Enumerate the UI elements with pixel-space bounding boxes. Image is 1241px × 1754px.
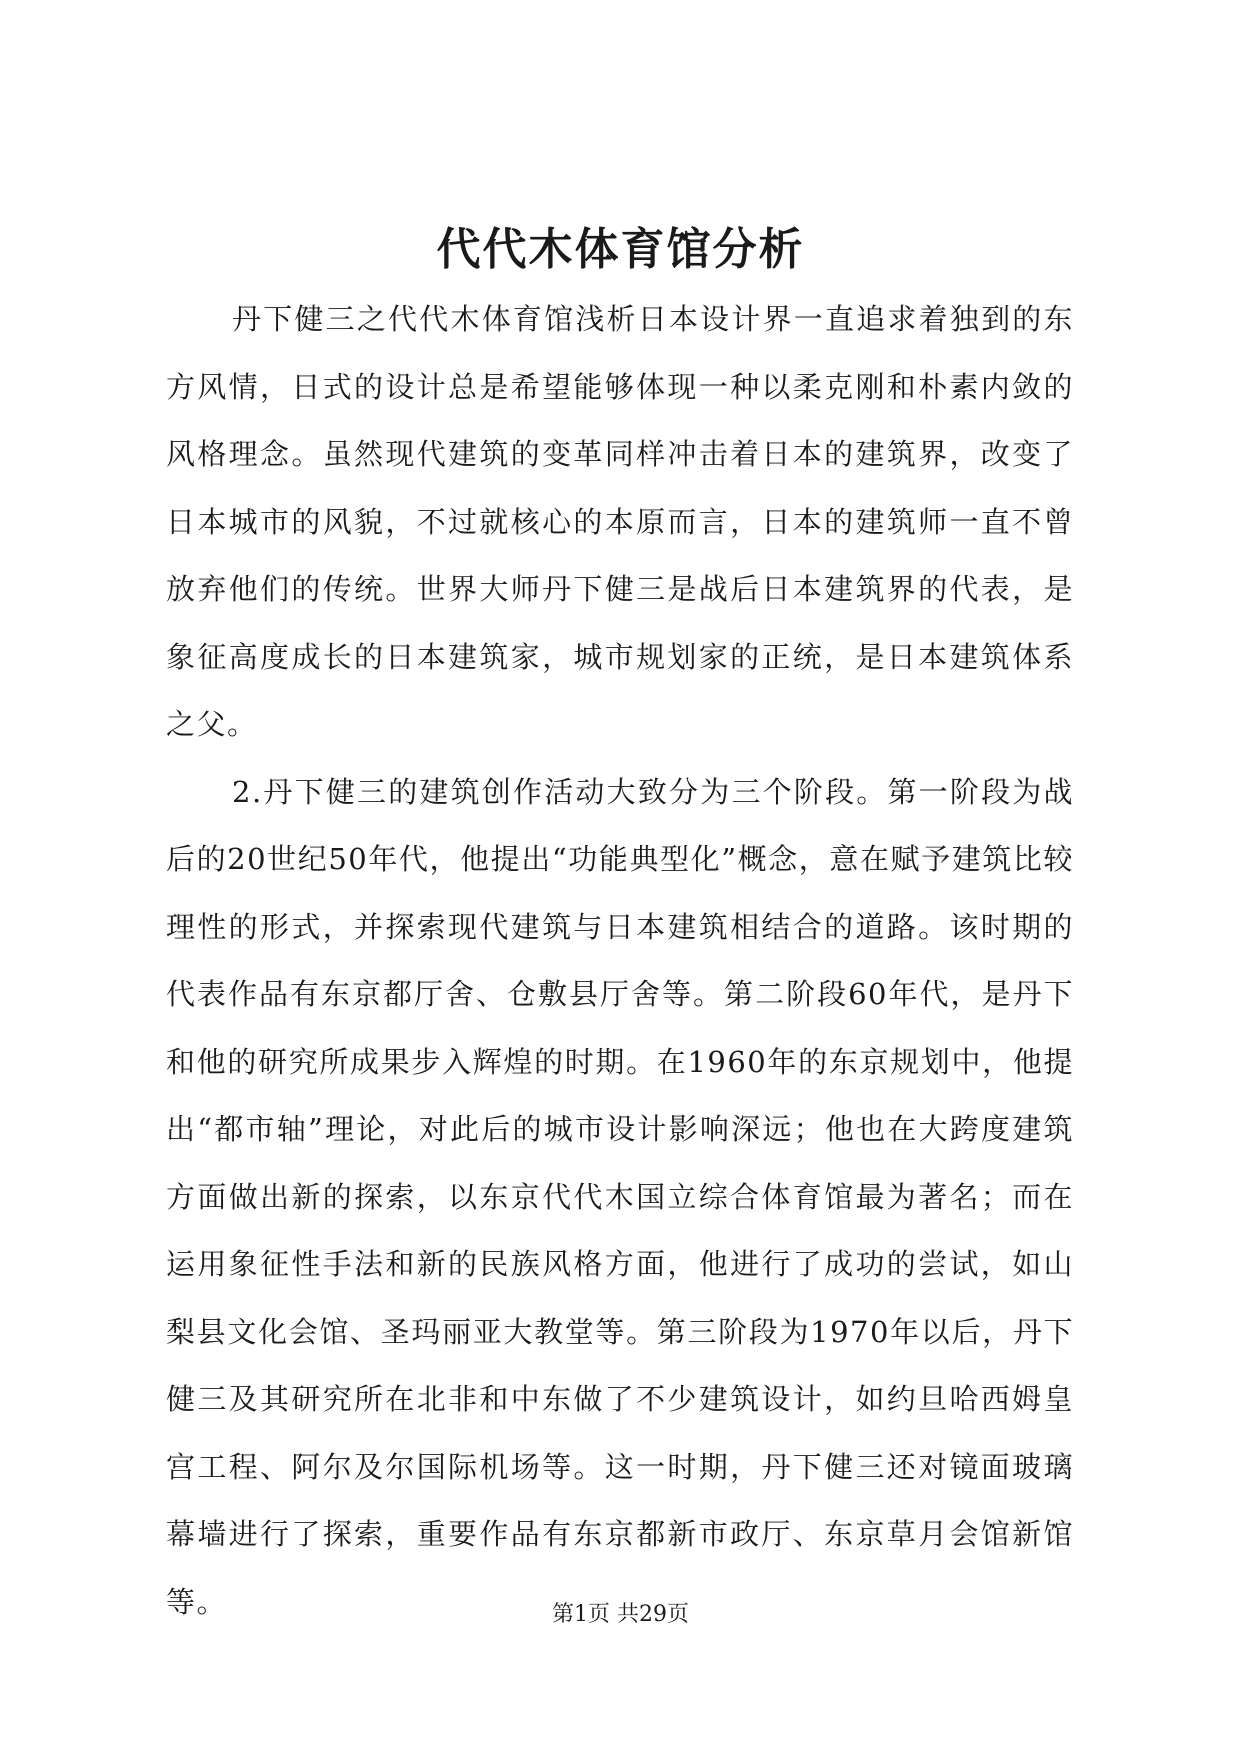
paragraph-intro: 丹下健三之代代木体育馆浅析日本设计界一直追求着独到的东方风情，日式的设计总是希望能够体现一种以柔克刚和朴素内敛的风格理念。虽然现代建筑的变革同样冲击着日本的建筑界，改变了日本城市的风貌，不过就核心的本原而言，日本的建筑师一直不曾放弃他们的传统。世界大师丹下健三是战后日本建筑界的代表，是象征高度成长的日本建筑家，城市规划家的正统，是日本建筑体系之父。 <box>166 302 1074 741</box>
paragraph-stages: 2.丹下健三的建筑创作活动大致分为三个阶段。第一阶段为战后的20世纪50年代，他提出“功能典型化”概念，意在赋予建筑比较理性的形式，并探索现代建筑与日本建筑相结合的道路。该时期的代表作品有东京都厅舍、仓敷县厅舍等。第二阶段60年代，是丹下和他的研究所成果步入辉煌的时期。在1960年的东京规划中，他提出“都市轴”理论，对此后的城市设计影响深远；他也在大跨度建筑方面做出新的探索，以东京代代木国立综合体育馆最为著名；而在运用象征性手法和新的民族风格方面，他进行了成功的尝试，如山梨县文化会馆、圣玛丽亚大教堂等。第三阶段为1970年以后，丹下健三及其研究所在北非和中东做了不少建筑设计，如约旦哈西姆皇宫工程、阿尔及尔国际机场等。这一时期，丹下健三还对镜面玻璃幕墙进行了探索，重要作品有东京都新市政厅、东京草月会馆新馆等。 <box>166 774 1074 1619</box>
page-number: 第1页 共29页 <box>552 1602 689 1627</box>
document-title: 代代木体育馆分析 <box>436 224 805 275</box>
document-body <box>166 286 1074 1636</box>
